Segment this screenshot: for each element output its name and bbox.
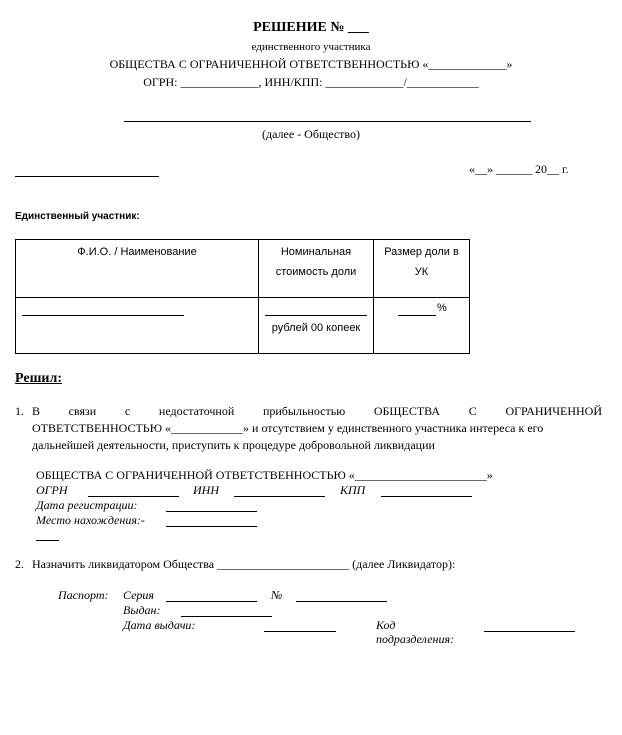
decided-heading: Решил: <box>15 371 62 386</box>
item-2-text: Назначить ликвидатором Общества ______________________ (далее Ликвидатор): <box>32 557 456 571</box>
location-blank <box>166 526 257 527</box>
registration-date-label: Дата регистрации: <box>36 498 138 512</box>
passport-issued-blank <box>181 616 272 617</box>
item-1-line-3: дальнейшей деятельности, приступить к процедуре добровольной ликвидации <box>32 438 435 452</box>
sole-member-label: Единственный участник: <box>15 211 140 222</box>
registration-date-blank <box>166 511 257 512</box>
full-name-blank <box>22 315 184 316</box>
passport-number-label: № <box>271 588 283 602</box>
document-title: РЕШЕНИЕ № ___ <box>253 20 369 35</box>
document-subtitle: единственного участника <box>251 41 371 53</box>
passport-series-blank <box>166 601 257 602</box>
ogrn-label: ОГРН <box>36 483 68 497</box>
ogrn-inn-kpp-line: ОГРН: _____________, ИНН/КПП: _____________/____________ <box>143 75 479 89</box>
passport-series-label: Серия <box>123 588 154 602</box>
division-code-blank <box>484 631 575 632</box>
company-full-name-blank <box>124 121 531 122</box>
location-label: Место нахождения:- <box>36 513 145 527</box>
division-code-label-1: Код <box>376 618 396 632</box>
company-block-name: ОБЩЕСТВА С ОГРАНИЧЕННОЙ ОТВЕТСТВЕННОСТЬЮ «______________________» <box>36 468 493 482</box>
header-nominal-value: Номинальная стоимость доли <box>259 240 374 298</box>
division-code-label-2: подразделения: <box>376 632 455 646</box>
nominal-value-blank <box>265 315 367 316</box>
table-header-row <box>16 240 470 298</box>
cell-nominal-value <box>259 298 374 354</box>
item-2-number: 2. <box>15 557 24 571</box>
item-1-line-2: ОТВЕТСТВЕННОСТЬЮ «____________» и отсутствием у единственного участника интереса к его <box>32 421 544 435</box>
item-1-line-1: В связи с недостаточной прибыльностью ОБЩЕСТВА С ОГРАНИЧЕННОЙ <box>32 404 602 418</box>
location-extra-blank <box>36 540 59 541</box>
hereinafter-company-note: (далее - Общество) <box>262 127 360 141</box>
percent-sign: % <box>437 302 447 314</box>
share-table <box>15 239 470 354</box>
header-share-size: Размер доли в УК <box>374 240 470 298</box>
inn-label: ИНН <box>193 483 219 497</box>
company-name-line: ОБЩЕСТВА С ОГРАНИЧЕННОЙ ОТВЕТСТВЕННОСТЬЮ «_____________» <box>109 57 513 71</box>
header-full-name: Ф.И.О. / Наименование <box>16 240 259 298</box>
passport-label: Паспорт: <box>58 588 109 602</box>
share-blank <box>398 315 436 316</box>
kpp-label: КПП <box>340 483 366 497</box>
kpp-blank <box>381 496 472 497</box>
passport-issue-date-label: Дата выдачи: <box>123 618 196 632</box>
table-row <box>16 298 470 354</box>
item-1-number: 1. <box>15 404 24 418</box>
ogrn-blank <box>88 496 179 497</box>
passport-issued-label: Выдан: <box>123 603 161 617</box>
passport-issue-date-blank <box>264 631 336 632</box>
passport-number-blank <box>296 601 387 602</box>
place-blank <box>15 176 159 177</box>
cell-full-name <box>16 298 259 354</box>
inn-blank <box>234 496 325 497</box>
cell-share-size <box>374 298 470 354</box>
rubles-kopecks-text: рублей 00 копеек <box>271 322 361 334</box>
decision-date: «__» ______ 20__ г. <box>469 162 569 176</box>
